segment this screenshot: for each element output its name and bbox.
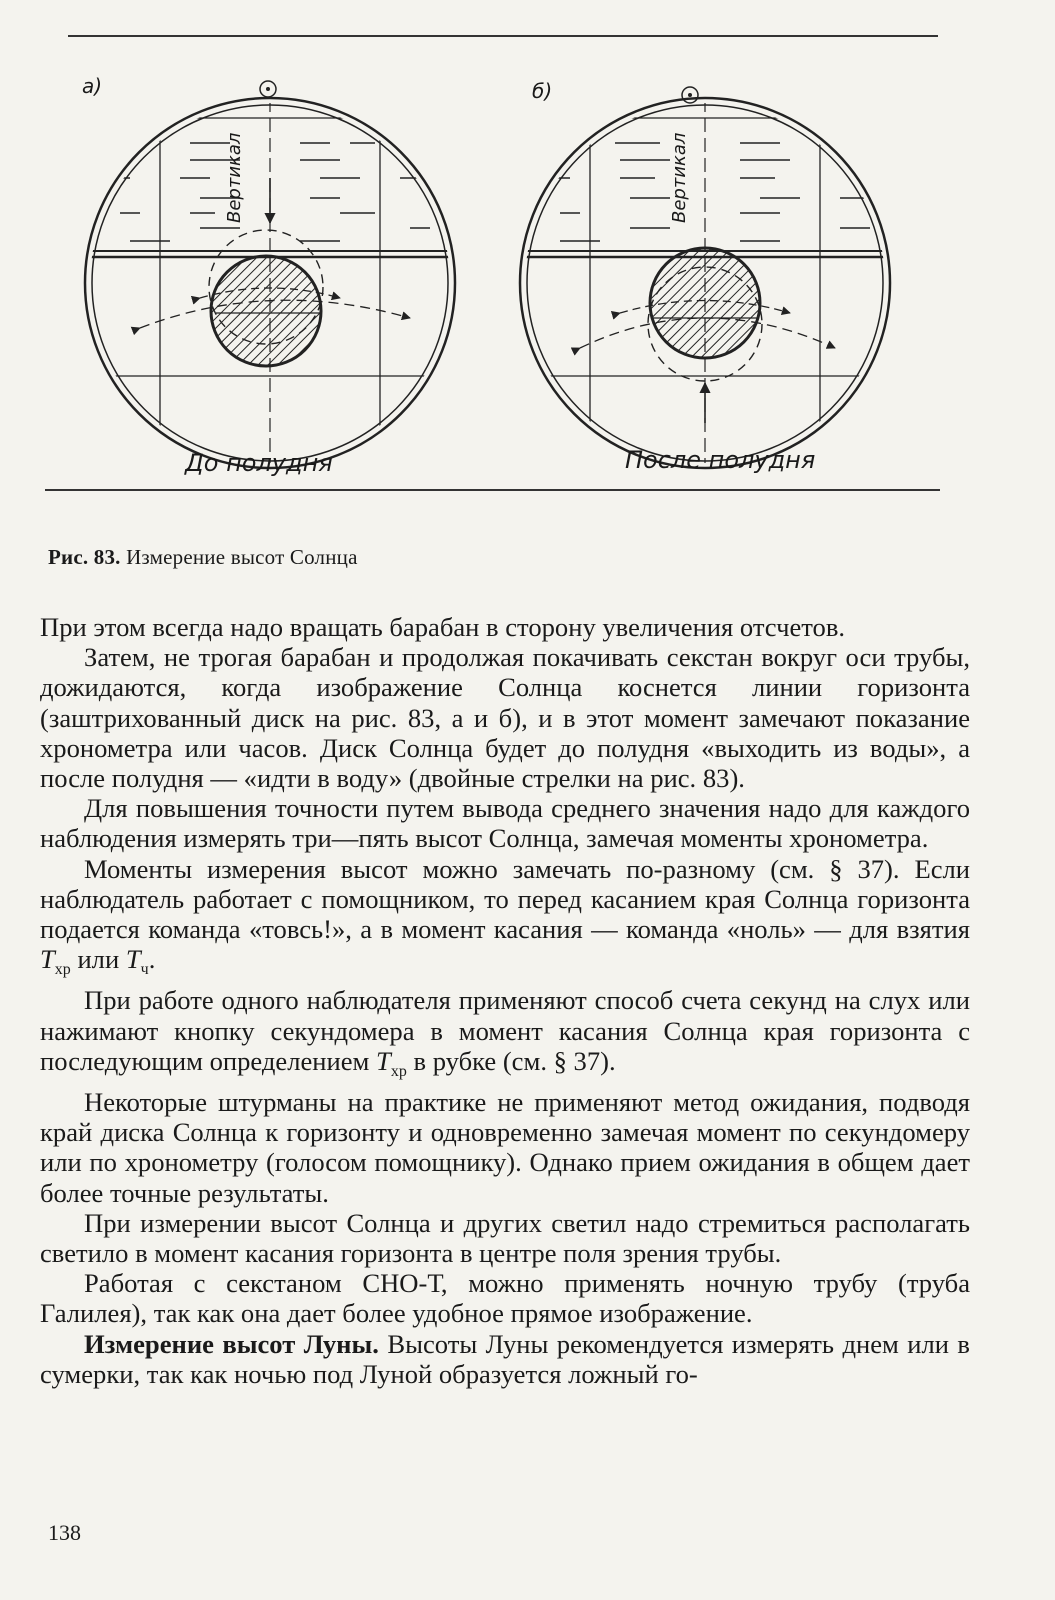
panel-b-vertical-label: Вертикал <box>669 132 690 223</box>
panel-b-view <box>515 79 895 474</box>
paragraph-6: Некоторые штурманы на практике не применяют метод ожидания, подводя край диска Солнца к горизонту и одновременно замечая момент по секундомеру или по хронометру (голосом помощнику). Однако прием ожидания в общем дает более точные результаты. <box>40 1087 970 1208</box>
page-number: 138 <box>48 1520 81 1545</box>
paragraph-3: Для повышения точности путем вывода среднего значения надо для каждого наблюдения измерять три—пять высот Солнца, замечая моменты хронометра. <box>40 793 970 854</box>
p9-text: Высоты Луны рекомендуется измерять днем или в сумерки, так как ночью под Луной образуется ложный го- <box>40 1328 970 1389</box>
paragraph-5 <box>40 985 970 1087</box>
p5-symbol-t: T <box>376 1045 391 1076</box>
figure-83 <box>40 28 970 518</box>
section-heading-moon: Измерение высот Луны. <box>84 1328 379 1359</box>
panel-b-caption: После полудня <box>625 446 816 474</box>
figure-caption <box>48 545 358 570</box>
p4-mid: или <box>70 944 126 975</box>
p4-end: . <box>148 944 156 975</box>
p5-text: При работе одного наблюдателя применяют способ счета секунд на слух или нажимают кнопку секундомера в момент касания Солнца края горизонта с последующим определением <box>40 985 970 1076</box>
paragraph-8: Работая с секстаном СНО-Т, можно применять ночную трубу (труба Галилея), так как она дает более удобное прямое изображение. <box>40 1268 970 1329</box>
panel-a-vertical-label: Вертикал <box>224 132 245 223</box>
p4-text: Моменты измерения высот можно замечать по-разному (см. § 37). Если наблюдатель работает с помощником, то перед касанием края Солнца горизонта подается команда «товсь!», а в момент касания — команда «ноль» — для взятия <box>40 853 970 945</box>
caption-number: Рис. 83. <box>48 545 121 569</box>
panel-b-letter: б) <box>532 79 553 103</box>
panel-a-view <box>80 74 460 477</box>
paragraph-2: Затем, не трогая барабан и продолжая покачивать секстан вокруг оси трубы, дожидаются, когда изображение Солнца коснется линии горизонта (заштрихованный диск на рис. 83, а и б), и в этот момент замечают показание хронометра или часов. Диск Солнца будет до полудня «выходить из воды», а после полудня — «идти в воду» (двойные стрелки на рис. 83). <box>40 642 970 794</box>
p5-symbol-t-sub: хр <box>390 1062 407 1080</box>
p4-symbol-t2: T <box>125 944 141 975</box>
panel-a-caption: До полудня <box>185 449 333 477</box>
panel-a-letter: а) <box>82 74 103 98</box>
paragraph-7: При измерении высот Солнца и других светил надо стремиться располагать светило в момент касания горизонта в центре поля зрения трубы. <box>40 1207 970 1269</box>
paragraph-4 <box>40 854 970 986</box>
body-text <box>40 612 970 1389</box>
caption-text: Измерение высот Солнца <box>126 545 358 569</box>
p4-symbol-t1-sub: хр <box>54 961 71 979</box>
p5-end: в рубке (см. § 37). <box>406 1045 616 1076</box>
paragraph-1: При этом всегда надо вращать барабан в сторону увеличения отсчетов. <box>40 612 846 642</box>
paragraph-9 <box>40 1329 970 1389</box>
p4-symbol-t2-sub: ч <box>140 961 149 979</box>
p4-symbol-t1: T <box>40 944 55 975</box>
